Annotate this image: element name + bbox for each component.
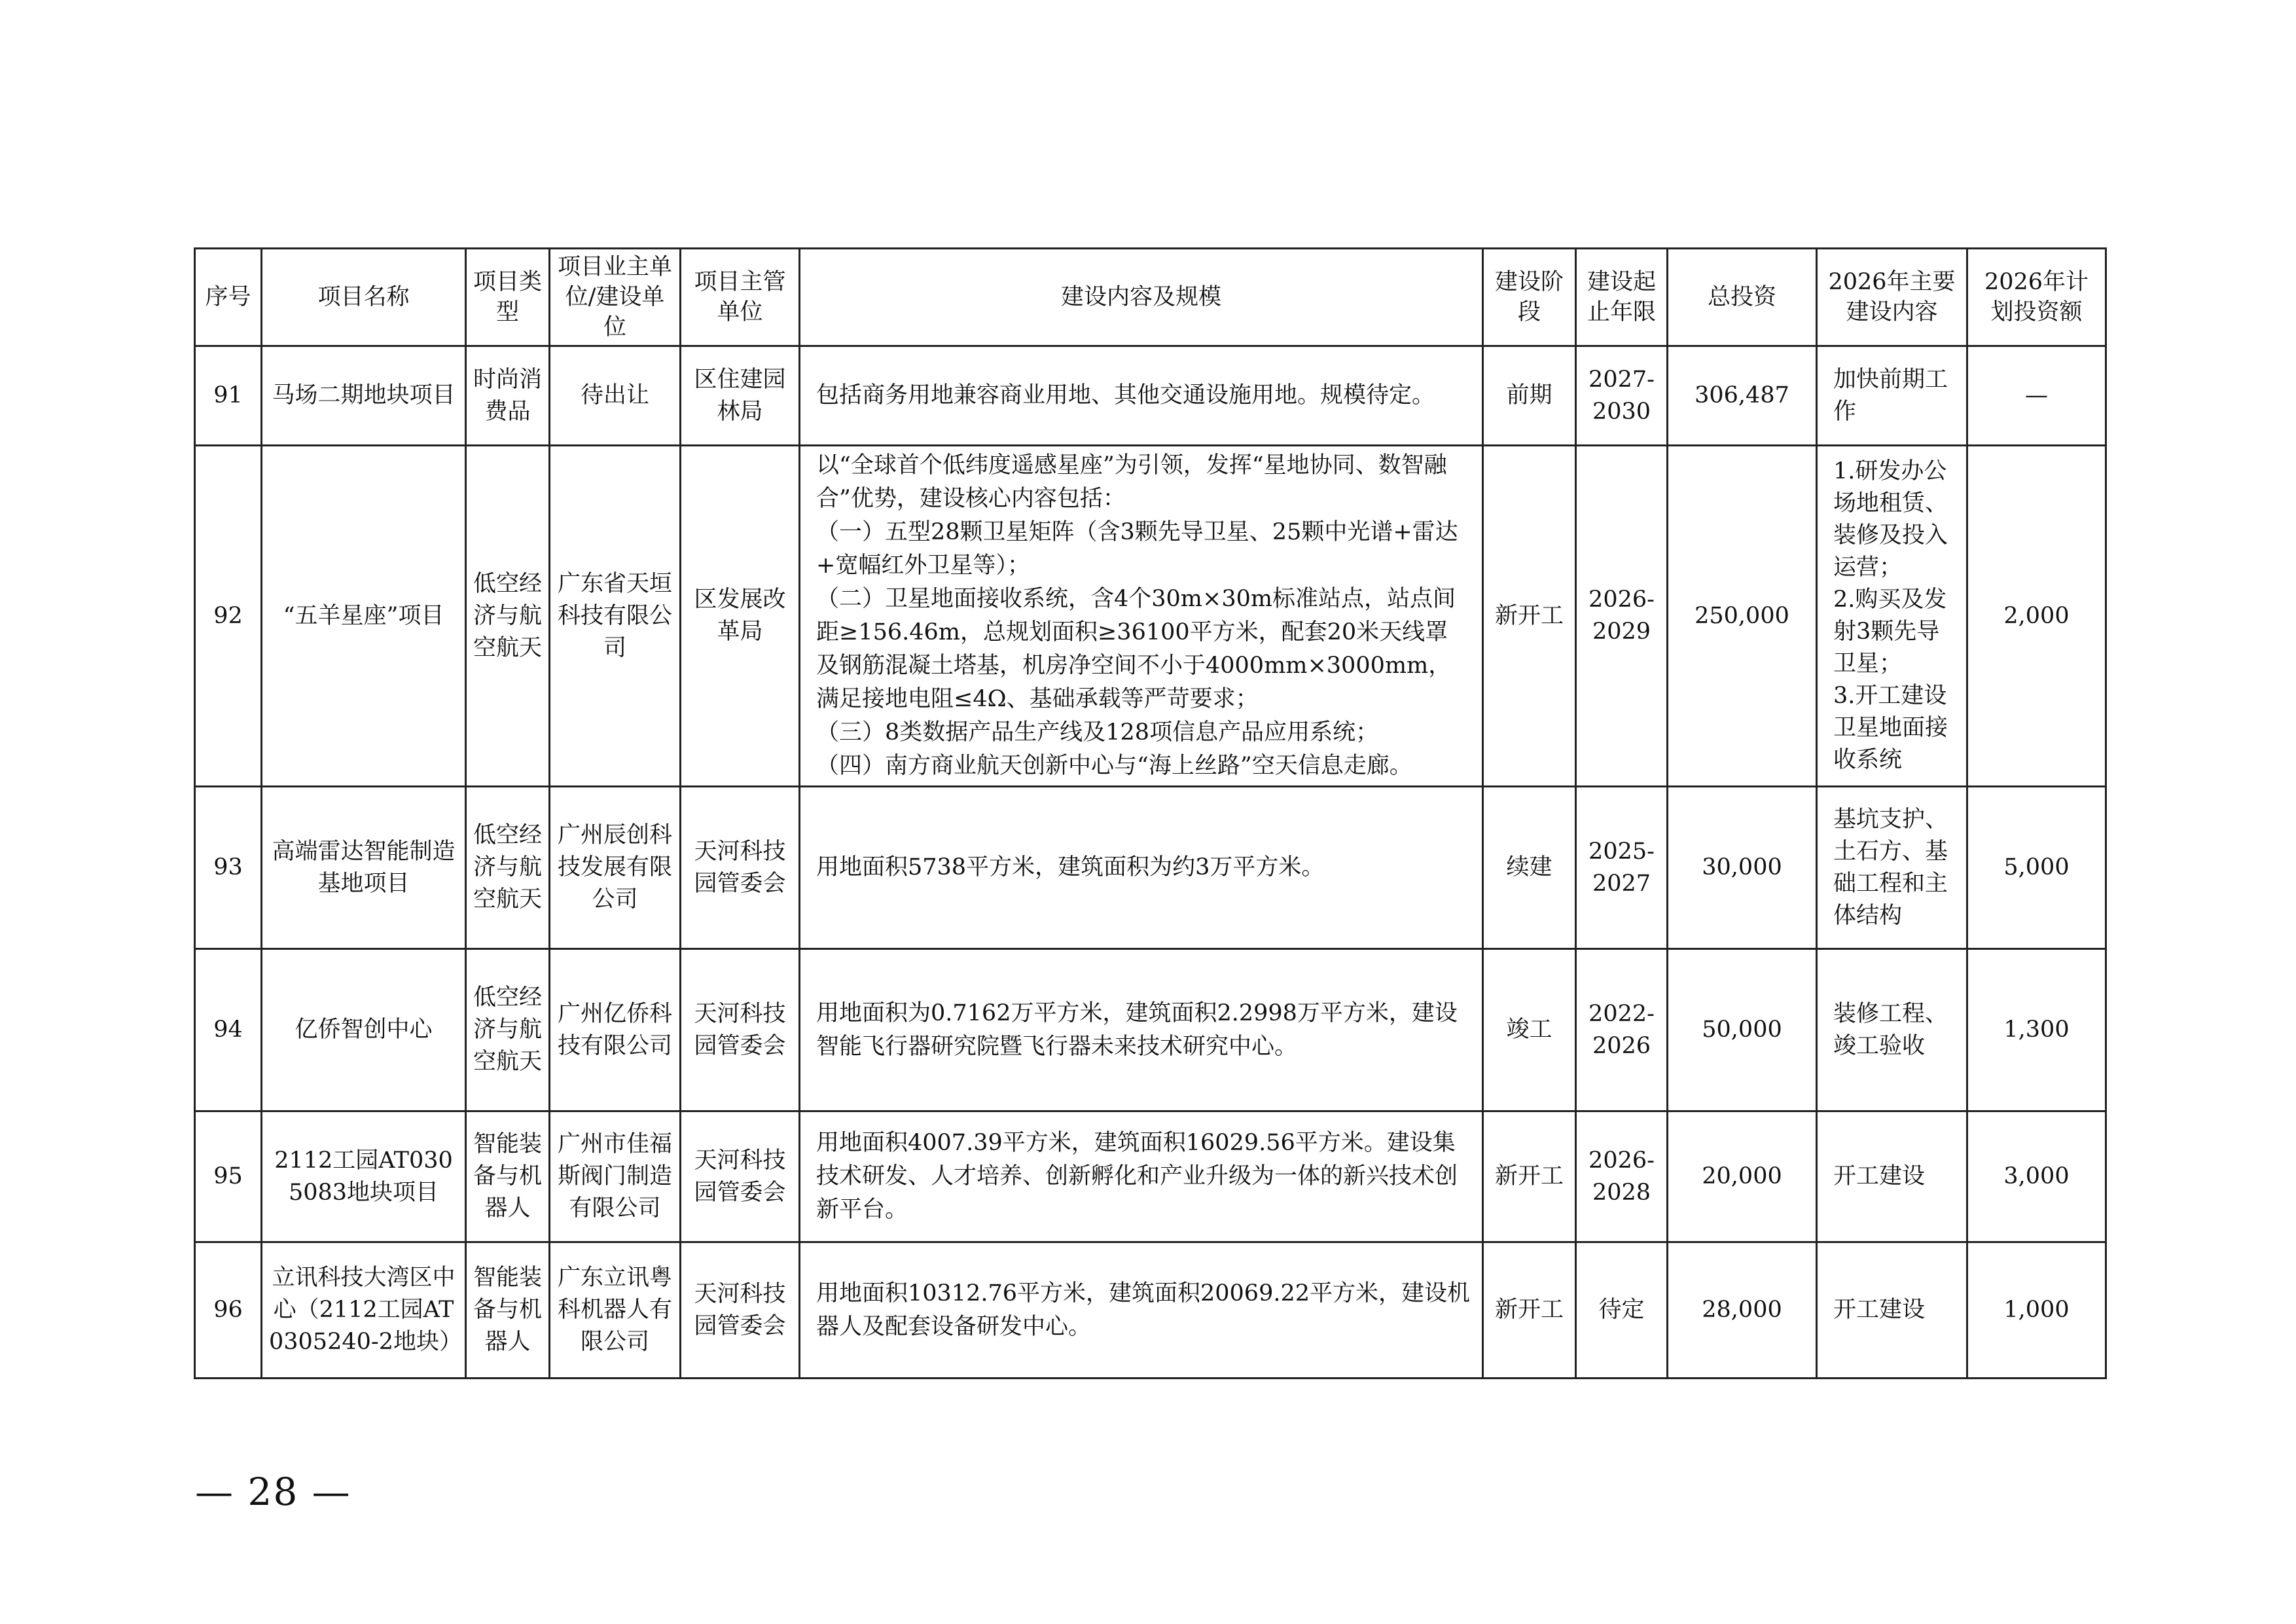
main2026-line: 开工建设 [1833, 1297, 1926, 1323]
cell-type: 低空经济与航空航天 [466, 787, 550, 949]
header-content: 建设内容及规模 [800, 249, 1483, 346]
header-stage: 建设阶段 [1483, 249, 1576, 346]
cell-plan2026: 1,300 [1967, 949, 2106, 1111]
content-line: 用地面积5738平方米，建筑面积为约3万平方米。 [816, 854, 1325, 880]
header-name: 项目名称 [262, 249, 466, 346]
cell-name: 立讯科技大湾区中心（2112工园AT0305240-2地块） [262, 1242, 466, 1379]
cell-type: 智能装备与机器人 [466, 1111, 550, 1242]
cell-stage: 新开工 [1483, 1111, 1576, 1242]
cell-no: 92 [195, 446, 262, 787]
content-line: 用地面积10312.76平方米，建筑面积20069.22平方米，建设机器人及配套设备研发中心。 [816, 1280, 1471, 1340]
table-row [195, 949, 2106, 1111]
cell-stage: 竣工 [1483, 949, 1576, 1111]
cell-owner: 广东立讯粤科机器人有限公司 [550, 1242, 681, 1379]
header-period: 建设起止年限 [1576, 249, 1668, 346]
cell-stage: 续建 [1483, 787, 1576, 949]
content-line: 用地面积为0.7162万平方米，建筑面积2.2998万平方米，建设智能飞行器研究院暨飞行器未来技术研究中心。 [816, 1000, 1458, 1060]
cell-total: 20,000 [1668, 1111, 1817, 1242]
cell-authority: 区发展改革局 [681, 446, 800, 787]
cell-name: 亿侨智创中心 [262, 949, 466, 1111]
cell-name: “五羊星座”项目 [262, 446, 466, 787]
cell-total: 28,000 [1668, 1242, 1817, 1379]
cell-stage: 前期 [1483, 346, 1576, 446]
header-main2026: 2026年主要建设内容 [1817, 249, 1967, 346]
main2026-line: 1.研发办公场地租赁、装修及投入运营； [1833, 458, 1948, 581]
cell-authority: 天河科技园管委会 [681, 1111, 800, 1242]
cell-content [800, 346, 1483, 446]
main2026-line: 装修工程、竣工验收 [1833, 1000, 1948, 1059]
project-table [194, 247, 2107, 1379]
cell-total: 306,487 [1668, 346, 1817, 446]
cell-main2026 [1817, 346, 1967, 446]
main2026-line: 开工建设 [1833, 1163, 1926, 1189]
cell-content [800, 446, 1483, 787]
cell-owner: 广州市佳福斯阀门制造有限公司 [550, 1111, 681, 1242]
cell-type: 智能装备与机器人 [466, 1242, 550, 1379]
cell-main2026 [1817, 787, 1967, 949]
cell-period: 待定 [1576, 1242, 1668, 1379]
page-number: — 28 — [195, 1470, 351, 1514]
cell-period: 2027-2030 [1576, 346, 1668, 446]
cell-name: 马场二期地块项目 [262, 346, 466, 446]
cell-plan2026: 5,000 [1967, 787, 2106, 949]
cell-no: 91 [195, 346, 262, 446]
table-header-row [195, 249, 2106, 346]
cell-owner: 待出让 [550, 346, 681, 446]
cell-plan2026: — [1967, 346, 2106, 446]
cell-plan2026: 2,000 [1967, 446, 2106, 787]
header-no: 序号 [195, 249, 262, 346]
cell-content [800, 787, 1483, 949]
content-line: （一）五型28颗卫星矩阵（含3颗先导卫星、25颗中光谱+雷达+宽幅红外卫星等）； [816, 519, 1458, 579]
cell-no: 96 [195, 1242, 262, 1379]
cell-no: 95 [195, 1111, 262, 1242]
main2026-line: 2.购买及发射3颗先导卫星； [1833, 586, 1947, 677]
content-line: （三）8类数据产品生产线及128项信息产品应用系统； [816, 719, 1379, 746]
header-total: 总投资 [1668, 249, 1817, 346]
table-row [195, 446, 2106, 787]
cell-period: 2025-2027 [1576, 787, 1668, 949]
cell-total: 30,000 [1668, 787, 1817, 949]
table-row [195, 346, 2106, 446]
table-row [195, 1242, 2106, 1379]
cell-type: 时尚消费品 [466, 346, 550, 446]
cell-authority: 天河科技园管委会 [681, 787, 800, 949]
table-row [195, 1111, 2106, 1242]
cell-stage: 新开工 [1483, 1242, 1576, 1379]
cell-name: 2112工园AT0305083地块项目 [262, 1111, 466, 1242]
cell-period: 2022-2026 [1576, 949, 1668, 1111]
content-line: 以“全球首个低纬度遥感星座”为引领，发挥“星地协同、数智融合”优势，建设核心内容包括： [816, 452, 1447, 512]
header-plan2026: 2026年计划投资额 [1967, 249, 2106, 346]
cell-main2026 [1817, 1111, 1967, 1242]
cell-type: 低空经济与航空航天 [466, 446, 550, 787]
main2026-line: 加快前期工作 [1833, 366, 1948, 425]
cell-type: 低空经济与航空航天 [466, 949, 550, 1111]
cell-no: 93 [195, 787, 262, 949]
cell-content [800, 1242, 1483, 1379]
cell-owner: 广州辰创科技发展有限公司 [550, 787, 681, 949]
cell-period: 2026-2028 [1576, 1111, 1668, 1242]
cell-authority: 区住建园林局 [681, 346, 800, 446]
cell-stage: 新开工 [1483, 446, 1576, 787]
cell-period: 2026-2029 [1576, 446, 1668, 787]
cell-owner: 广东省天垣科技有限公司 [550, 446, 681, 787]
content-line: 包括商务用地兼容商业用地、其他交通设施用地。规模待定。 [816, 382, 1435, 408]
cell-owner: 广州亿侨科技有限公司 [550, 949, 681, 1111]
content-line: 用地面积4007.39平方米，建筑面积16029.56平方米。建设集技术研发、人才培养、创新孵化和产业升级为一体的新兴技术创新平台。 [816, 1130, 1458, 1223]
main2026-line: 基坑支护、土石方、基础工程和主体结构 [1833, 806, 1948, 929]
cell-total: 250,000 [1668, 446, 1817, 787]
header-owner: 项目业主单位/建设单位 [550, 249, 681, 346]
cell-content [800, 949, 1483, 1111]
cell-authority: 天河科技园管委会 [681, 1242, 800, 1379]
main2026-line: 3.开工建设卫星地面接收系统 [1833, 683, 1948, 773]
cell-main2026 [1817, 949, 1967, 1111]
cell-plan2026: 1,000 [1967, 1242, 2106, 1379]
cell-main2026 [1817, 1242, 1967, 1379]
cell-total: 50,000 [1668, 949, 1817, 1111]
header-type: 项目类型 [466, 249, 550, 346]
cell-plan2026: 3,000 [1967, 1111, 2106, 1242]
content-line: （二）卫星地面接收系统，含4个30m×30m标准站点，站点间距≥156.46m，总规划面积≥36100平方米，配套20米天线罩及钢筋混凝土塔基，机房净空间不小于4000mm×3000mm，满足接地电阻≤4Ω、基础承载等严苛要求； [816, 586, 1456, 712]
cell-content [800, 1111, 1483, 1242]
cell-authority: 天河科技园管委会 [681, 949, 800, 1111]
cell-main2026 [1817, 446, 1967, 787]
content-line: （四）南方商业航天创新中心与“海上丝路”空天信息走廊。 [816, 753, 1412, 779]
cell-no: 94 [195, 949, 262, 1111]
header-authority: 项目主管单位 [681, 249, 800, 346]
cell-name: 高端雷达智能制造基地项目 [262, 787, 466, 949]
table-row [195, 787, 2106, 949]
